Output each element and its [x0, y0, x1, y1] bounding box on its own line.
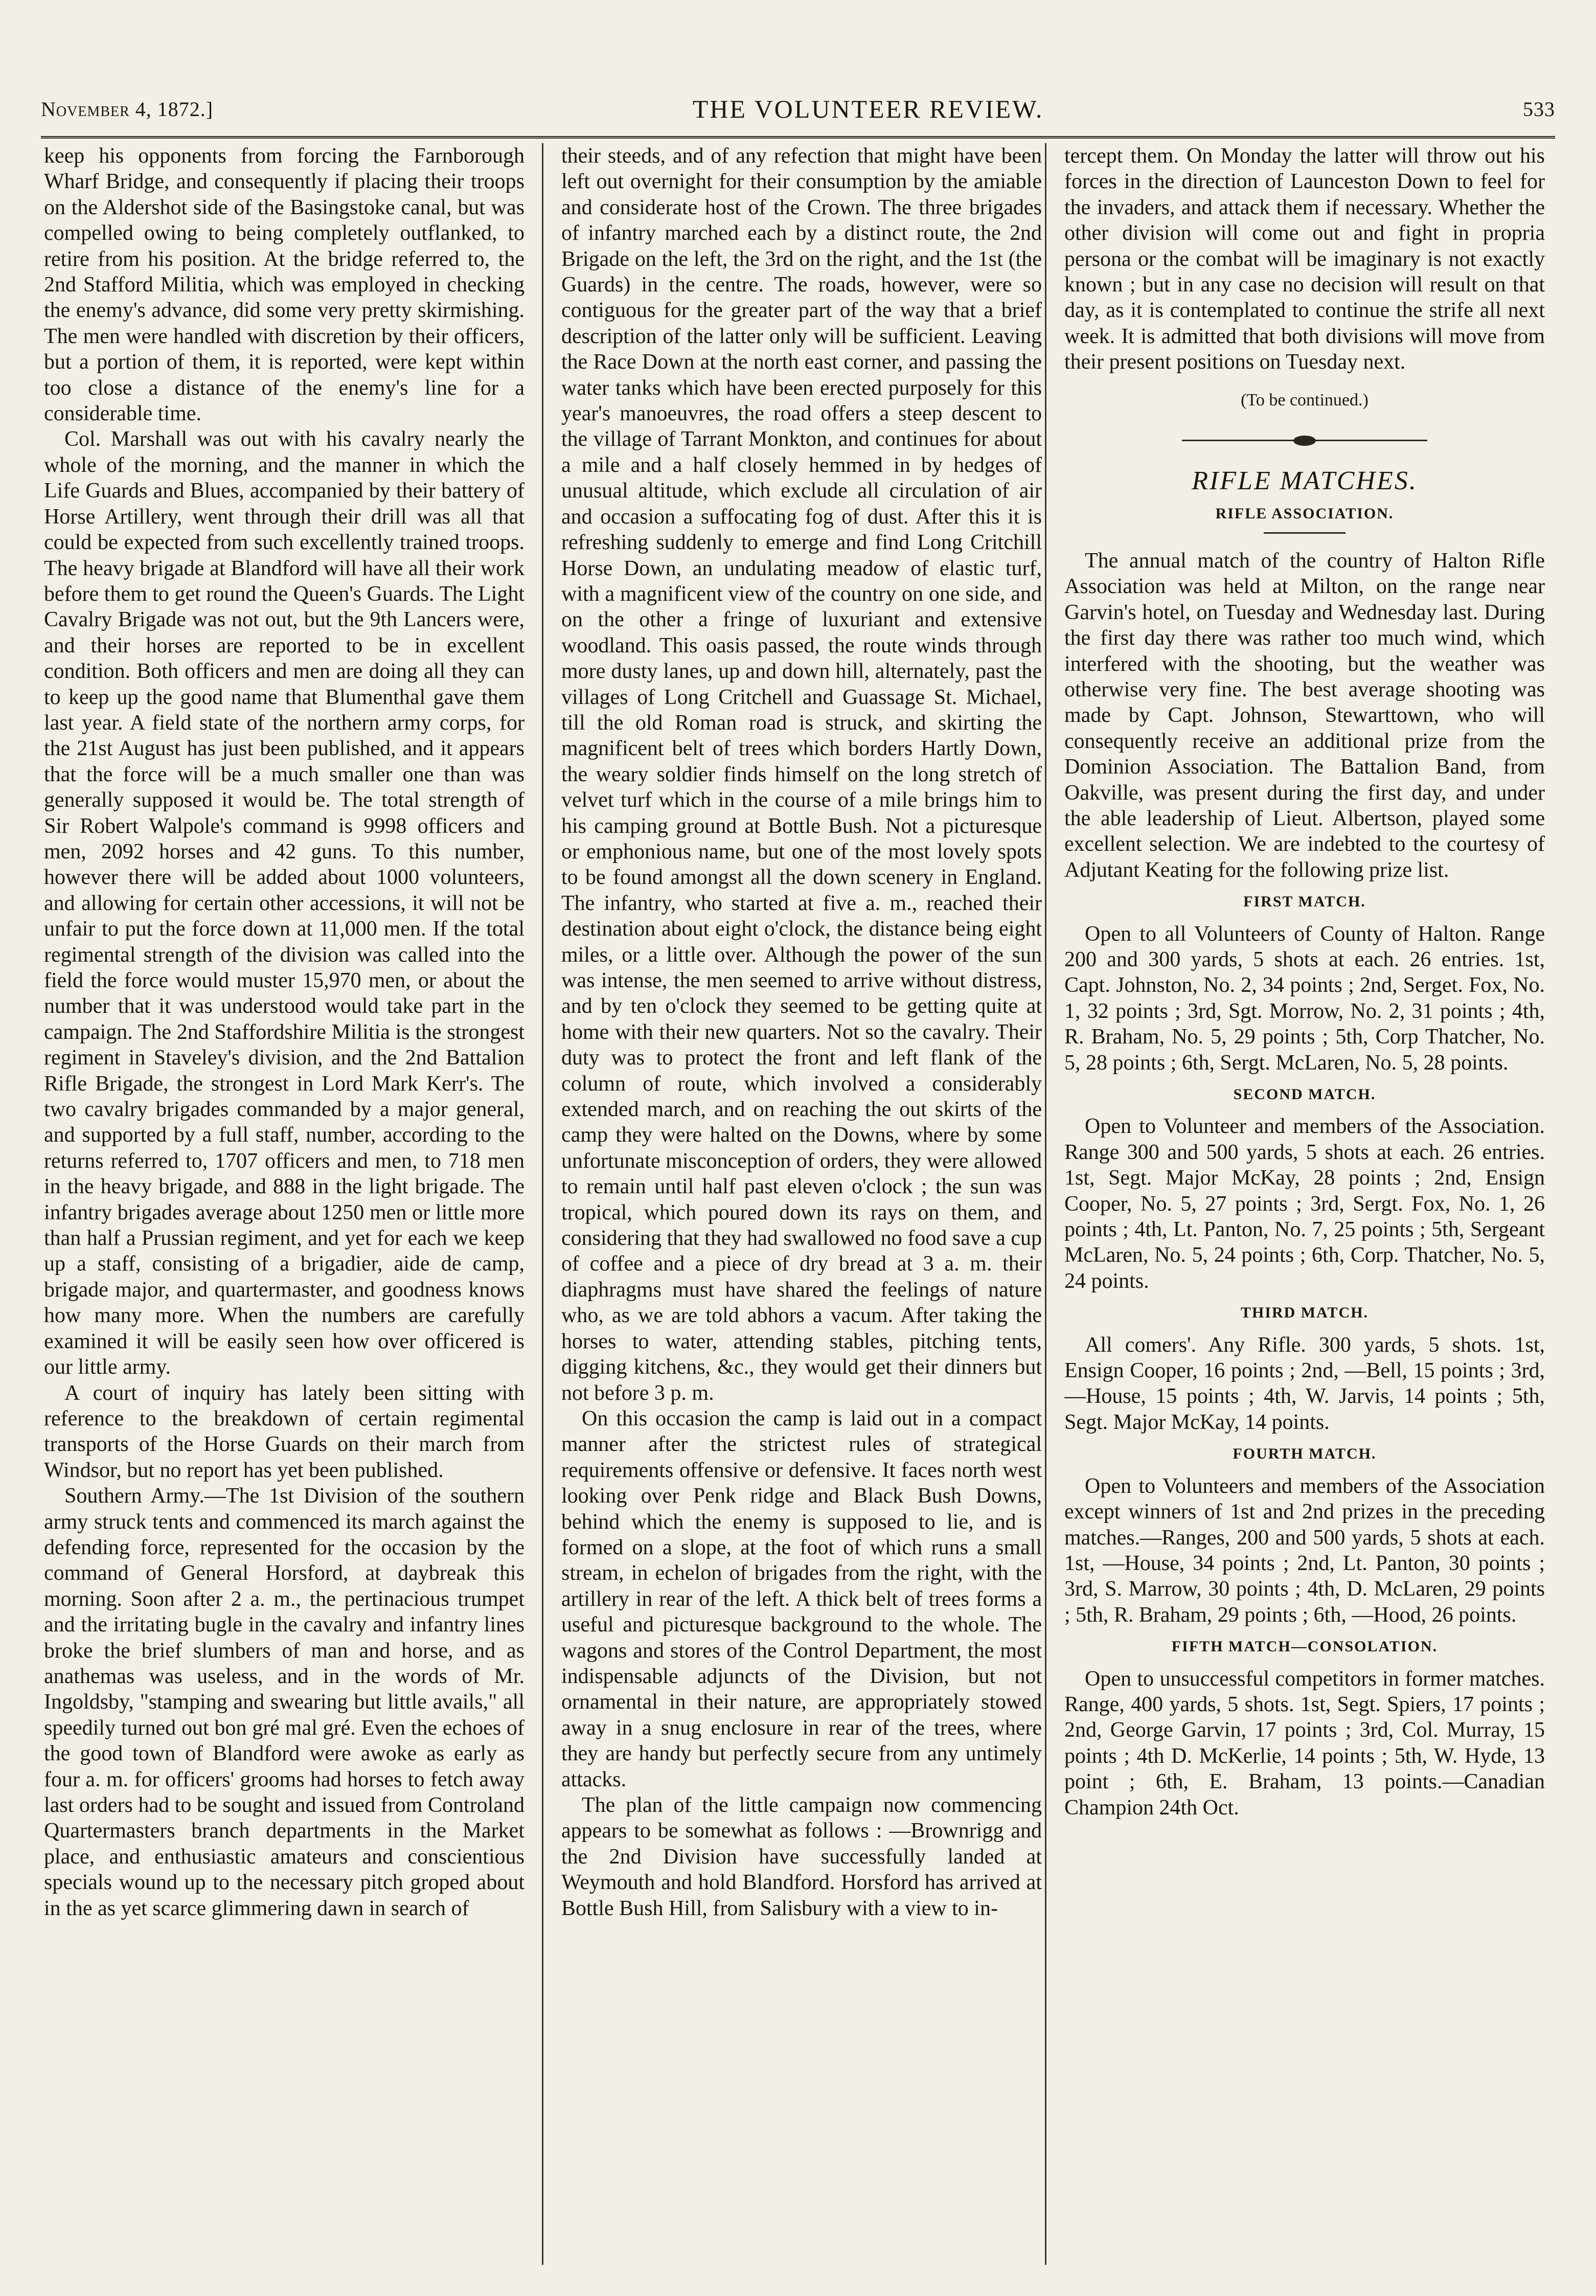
match-heading: FOURTH MATCH. — [1233, 1445, 1377, 1463]
match-results: Open to all Volunteers of County of Halton. Range 200 and 300 yards, 5 shots at each. 26 entries. 1st, Capt. Johnston, No. 2, 34 points ; 2nd, Serget. Fox, No. 1, 32 points ; 3rd, Sgt. Morrow, No. 2, 31 points ; 4th, R. Braham, No. 5, 29 points ; 5th, Corp Thatcher, No. 5, 28 points ; 6th, Sergt. McLaren, No. 5, 28 points. — [1064, 922, 1545, 1075]
header-rule — [41, 136, 1555, 139]
short-rule — [1264, 532, 1346, 534]
match-heading: SECOND MATCH. — [1233, 1086, 1376, 1103]
column-3 — [1064, 143, 1545, 2265]
match-results: Open to Volunteer and members of the Association. Range 300 and 500 yards, 5 shots at each. 26 entries. 1st, Segt. Major McKay, 28 points ; 2nd, Ensign Cooper, No. 5, 27 points ; 3rd, Sergt. Fox, No. 1, 26 points ; 4th, Lt. Panton, No. 7, 25 points ; 5th, Sergeant McLaren, No. 5, 24 points ; 6th, Corp. Thatcher, No. 5, 24 points. — [1064, 1115, 1545, 1293]
section-title: RIFLE MATCHES. — [1192, 466, 1418, 496]
match-heading: FIFTH MATCH—CONSOLATION. — [1171, 1638, 1438, 1655]
subsection-title: RIFLE ASSOCIATION. — [1215, 505, 1394, 522]
column-1 — [44, 143, 525, 2265]
paragraph: The annual match of the country of Halton Rifle Association was held at Milton, on the range near Garvin's hotel, on Tuesday and Wednesday last. During the first day there was rather too much wind, which interfered with the shooting, but the weather was otherwise very fine. The best average shooting was made by Capt. Johnson, Stewarttown, who will consequently receive an additional prize from the Dominion Association. The Battalion Band, from Oakville, was present during the first day, and under the able leadership of Lieut. Albertson, played some excellent selection. We are indebted to the courtesy of Adjutant Keating for the following prize list. — [1064, 549, 1545, 882]
column-2 — [561, 143, 1042, 2265]
match-heading: THIRD MATCH. — [1240, 1304, 1369, 1322]
paragraph: On this occasion the camp is laid out in a compact manner after the strictest rules of strategical requirements offensive or defensive. It faces north west looking over Penk ridge and Black Bush Downs, behind which the enemy is supposed to lie, and is formed on a slope, at the foot of which runs a small stream, in echelon of brigades from the right, with the artillery in rear of the left. A thick belt of trees forms a useful and picturesque background to the whole. The wagons and stores of the Control Department, the most indispensable adjuncts of the Division, but not ornamental in their nature, are appropriately stowed away in a snug enclosure in rear of the trees, where they are handy but perfectly secure from any untimely attacks. — [561, 1406, 1042, 1791]
ornamental-rule — [1064, 427, 1545, 453]
paragraph: The plan of the little campaign now commencing appears to be somewhat as follows : —Brownrigg and the 2nd Division have successfully landed at Weymouth and hold Blandford. Horsford has arrived at Bottle Bush Hill, from Salisbury with a view to in- — [561, 1793, 1042, 1920]
continued-note: (To be continued.) — [1241, 390, 1369, 410]
paragraph: keep his opponents from forcing the Farnborough Wharf Bridge, and consequently if placing their troops on the Aldershot side of the Basingstoke canal, but was compelled owing to being completely outflanked, to retire from his position. At the bridge referred to, the 2nd Stafford Militia, which was employed in checking the enemy's advance, did some very pretty skirmishing. The men were handled with discretion by their officers, but a portion of them, it is reported, were kept within too close a distance of the enemy's line for a considerable time. — [44, 144, 525, 426]
issue-date: November 4, 1872.] — [41, 97, 214, 121]
match-results: Open to unsuccessful competitors in former matches. Range, 400 yards, 5 shots. 1st, Segt. Spiers, 17 points ; 2nd, George Garvin, 17 points ; 3rd, Col. Murray, 15 points ; 4th D. McKerlie, 14 points ; 5th, W. Hyde, 13 point ; 6th, E. Braham, 13 points.—Canadian Champion 24th Oct. — [1064, 1667, 1545, 1820]
paragraph: A court of inquiry has lately been sitting with reference to the breakdown of certain regimental transports of the Horse Guards on their march from Windsor, but no report has yet been published. — [44, 1381, 525, 1482]
paragraph: Southern Army.—The 1st Division of the southern army struck tents and commenced its march against the defending force, represented for the occasion by the command of General Horsford, at daybreak this morning. Soon after 2 a. m., the pertinacious trumpet and the irritating bugle in the cavalry and infantry lines broke the brief slumbers of man and horse, and as anathemas was useless, and in the words of Mr. Ingoldsby, "stamping and swearing but little avails," all speedily turned out bon gré mal gré. Even the echoes of the good town of Blandford were awoke as early as four a. m. for officers' grooms had horses to fetch away last orders had to be sought and issued from Controland Quartermasters branch departments in the Market place, and enthusiastic amateurs and conscientious specials wound up to the necessary pitch groped about in the as yet scarce glimmering dawn in search of — [44, 1484, 525, 1920]
page-header — [41, 84, 1555, 133]
page-number: 533 — [1523, 97, 1555, 121]
column-rule — [1045, 143, 1046, 2265]
column-rule — [542, 143, 543, 2265]
match-results: All comers'. Any Rifle. 300 yards, 5 shots. 1st, Ensign Cooper, 16 points ; 2nd, —Bell, 15 points ; 3rd, —House, 15 points ; 4th, W. Jarvis, 14 points ; 5th, Segt. Major McKay, 14 points. — [1064, 1333, 1545, 1434]
match-heading: FIRST MATCH. — [1243, 893, 1366, 911]
paragraph: their steeds, and of any refection that might have been left out overnight for their consumption by the amiable and considerate host of the Crown. The three brigades of infantry marched each by a distinct route, the 2nd Brigade on the left, the 3rd on the right, and the 1st (the Guards) in the centre. The roads, however, were so contiguous for the greater part of the way that a brief description of the latter only will be sufficient. Leaving the Race Down at the north east corner, and passing the water tanks which have been erected purposely for this year's manoeuvres, the road offers a steep descent to the village of Tarrant Monkton, and continues for about a mile and a half closely hemmed in by hedges of unusual altitude, which exclude all circulation of air and occasion a suffocating fog of dust. After this it is refreshing suddenly to emerge and find Long Critchill Horse Down, an undulating meadow of elastic turf, with a magnificent view of the country on one side, and on the other a fringe of luxuriant and extensive woodland. This oasis passed, the route winds through more dusty lanes, up and down hill, alternately, past the villages of Long Critchell and Guassage St. Michael, till the old Roman road is struck, and skirting the magnificent belt of trees which borders Hartly Down, the weary soldier finds himself on the long stretch of velvet turf which in the course of a mile brings him to his camping ground at Bottle Bush. Not a picturesque or emphonious name, but one of the most lovely spots to be found amongst all the down scenery in England. The infantry, who started at five a. m., reached their destination about eight o'clock, the distance being eight miles, or a little over. Although the power of the sun was intense, the men seemed to arrive without distress, and by ten o'clock they seemed to be getting quite at home with their new quarters. Not so the cavalry. Their duty was to protect the front and left flank of the column of route, which involved a considerably extended march, and on reaching the out skirts of the camp they were halted on the Downs, where by some unfortunate misconception of orders, they were allowed to remain until half past eleven o'clock ; the sun was tropical, which poured down its rays on them, and considering that they had swallowed no food save a cup of coffee and a piece of dry bread at 3 a. m. their diaphragms must have shared the feelings of nature who, as we are told abhors a vacum. After taking the horses to water, attending stables, pitching tents, digging kitchens, &c., they would get their dinners but not before 3 p. m. — [561, 144, 1042, 1405]
paragraph: Col. Marshall was out with his cavalry nearly the whole of the morning, and the manner in which the Life Guards and Blues, accompanied by their battery of Horse Artillery, went through their drill was all that could be expected from such excellently trained troops. The heavy brigade at Blandford will have all their work before them to get round the Queen's Guards. The Light Cavalry Brigade was not out, but the 9th Lancers were, and their horses are reported to be in excellent condition. Both officers and men are doing all they can to keep up the good name that Blumenthal gave them last year. A field state of the northern army corps, for the 21st August has just been published, and it appears that the force will be a much smaller one than was generally supposed it would be. The total strength of Sir Robert Walpole's command is 9998 officers and men, 2092 horses and 42 guns. To this number, however there will be added about 1000 volunteers, and allowing for certain other accessions, it will not be unfair to put the force down at 11,000 men. If the total regimental strength of the division was called into the field the force would muster 15,970 men, or about the number that it was understood would take part in the campaign. The 2nd Staffordshire Militia is the strongest regiment in Staveley's division, and the 2nd Battalion Rifle Brigade, the strongest in Lord Mark Kerr's. The two cavalry brigades commanded by a major general, and supported by a full staff, number, according to the returns referred to, 1707 officers and men, to 718 men in the heavy brigade, and 888 in the light brigade. The infantry brigades average about 1250 men or little more than half a Prussian regiment, and yet for each we keep up a staff, consisting of a brigadier, aide de camp, brigade major, and quartermaster, and goodness knows how many more. When the numbers are carefully examined it will be easily seen how over officered is our little army. — [44, 427, 525, 1379]
match-results: Open to Volunteers and members of the Association except winners of 1st and 2nd prizes in the preceding matches.—Ranges, 200 and 500 yards, 5 shots at each. 1st, —House, 34 points ; 2nd, Lt. Panton, 30 points ; 3rd, S. Marrow, 30 points ; 4th, D. McLaren, 29 points ; 5th, R. Braham, 29 points ; 6th, —Hood, 26 points. — [1064, 1474, 1545, 1627]
publication-title: THE VOLUNTEER REVIEW. — [692, 95, 1044, 123]
paragraph: tercept them. On Monday the latter will throw out his forces in the direction of Launceston Down to feel for the invaders, and attack them if necessary. Whether the other division will come out and fight in propria persona or the combat will be imaginary is not exactly known ; but in any case no decision will result on that day, as it is contemplated to continue the strife all next week. It is admitted that both divisions will move from their present positions on Tuesday next. — [1064, 144, 1545, 374]
